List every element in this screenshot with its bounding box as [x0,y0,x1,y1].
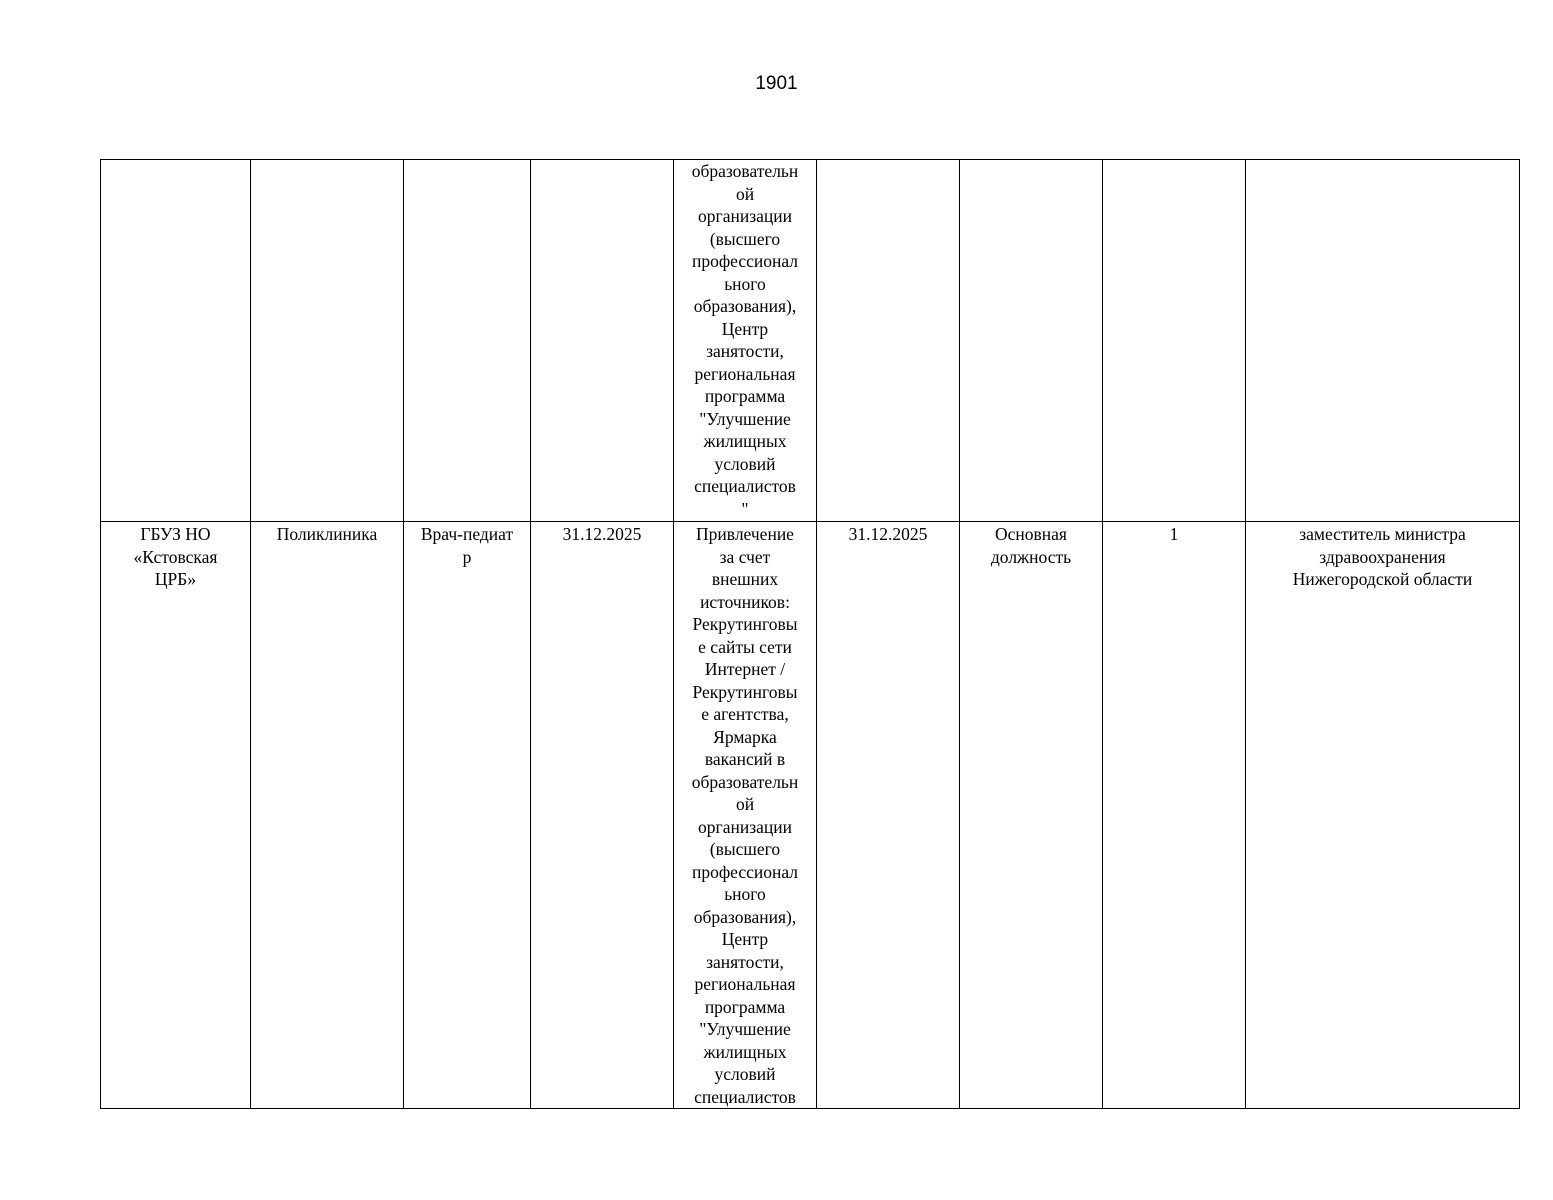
table-row [101,522,1520,1109]
org-cell: ГБУЗ НО «Кстовская ЦРБ» [101,522,251,1109]
date-cell [817,160,960,522]
date-cell [531,160,674,522]
date-cell: 31.12.2025 [531,522,674,1109]
responsible-cell [1246,160,1520,522]
position-type-cell [960,160,1103,522]
methods-cell: Привлечение за счет внешних источников: Рекрутинговы е сайты сети Интернет / Рекрутинговы е агентства, Ярмарка вакансий в образовательн ой организации (высшего профессионал ьного образования), Центр занятости, региональная программа "Улучшение жилищных условий специалистов [674,522,817,1109]
page-number: 1901 [755,73,798,94]
position-type-cell: Основная должность [960,522,1103,1109]
table-row [101,160,1520,522]
org-cell [101,160,251,522]
count-cell: 1 [1103,522,1246,1109]
position-cell: Врач-педиат р [404,522,531,1109]
count-cell [1103,160,1246,522]
methods-cell: образовательн ой организации (высшего профессионал ьного образования), Центр занятости, региональная программа "Улучшение жилищных условий специалистов " [674,160,817,522]
date-cell: 31.12.2025 [817,522,960,1109]
position-cell [404,160,531,522]
data-table [100,159,1520,1109]
department-cell: Поликлиника [251,522,404,1109]
responsible-cell: заместитель министра здравоохранения Нижегородской области [1246,522,1520,1109]
department-cell [251,160,404,522]
